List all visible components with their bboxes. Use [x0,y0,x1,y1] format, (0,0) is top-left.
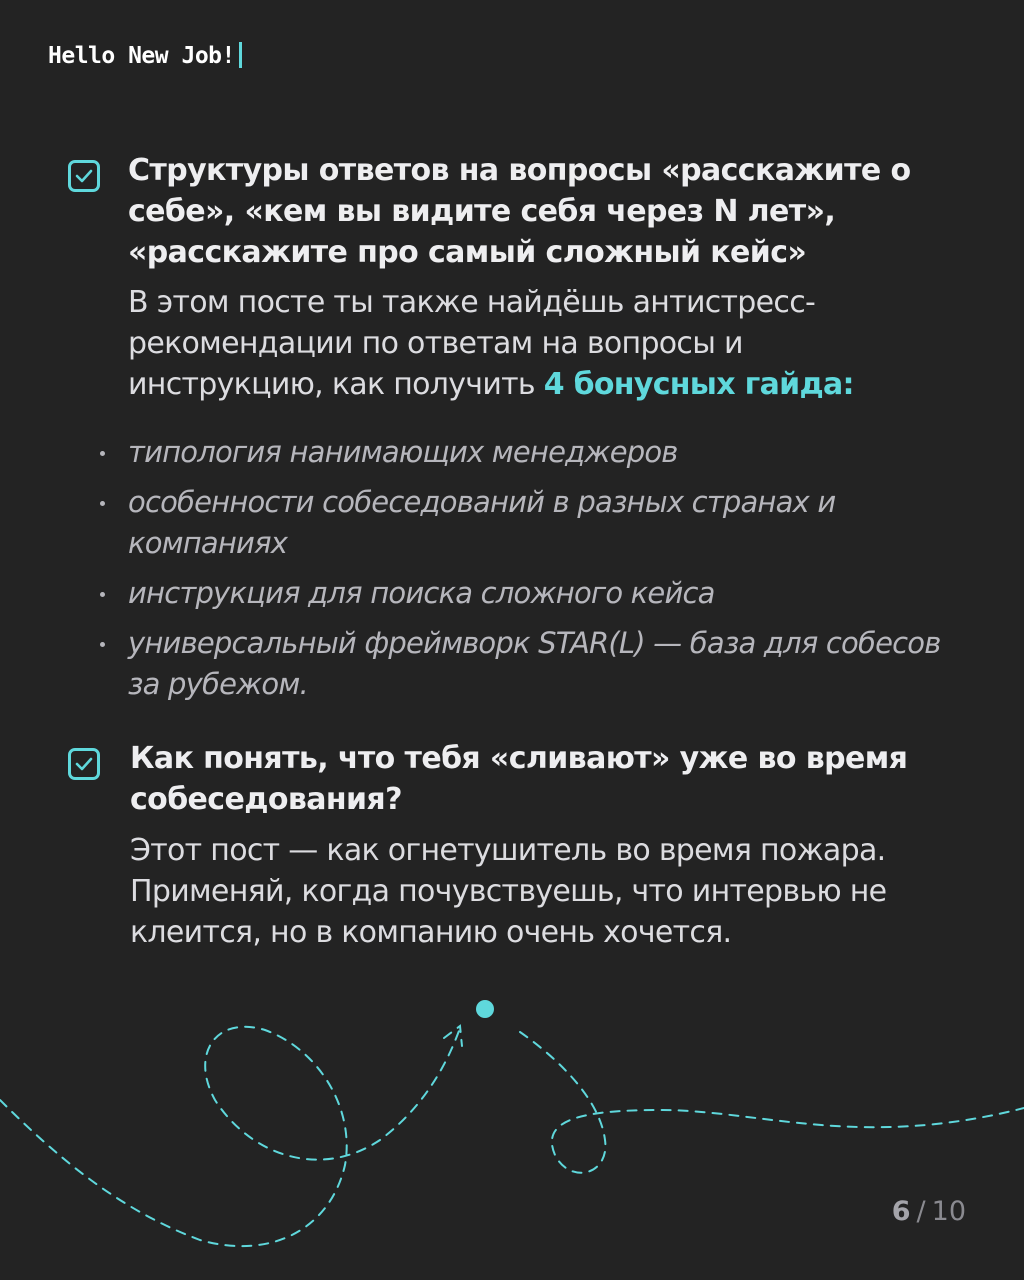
bonus-guides-list [96,432,956,714]
dot-icon [476,1000,494,1018]
description-text: В этом посте ты также найдёшь антистресс-рекомендации по ответам на вопросы и инструкцию, как получить [128,285,816,402]
list-item: типология нанимающих менеджеров [96,432,956,473]
bullet-icon [100,451,105,456]
checkbox-icon [68,748,100,780]
checkbox-icon [68,160,100,192]
page-separator: / [916,1196,926,1227]
dashed-path-decoration [0,990,1024,1280]
brand-name: Hello New Job! [48,43,235,69]
page-counter [892,1196,966,1227]
brand-logo [48,42,242,69]
list-item: особенности собеседований в разных странах и компаниях [96,482,956,564]
section-title-rejection-signs: Как понять, что тебя «сливают» уже во время собеседования? [130,741,908,817]
total-pages: 10 [931,1196,966,1227]
list-item: универсальный фреймворк STAR(L) — база для собесов за рубежом. [96,623,956,705]
section-title-answer-structures: Структуры ответов на вопросы «расскажите о себе», «кем вы видите себя через N лет», «расскажите про самый сложный кейс» [128,153,911,270]
bonus-guides-highlight: 4 бонусных гайда: [543,367,854,402]
bullet-icon [100,592,105,597]
bullet-icon [100,642,105,647]
section-description-rejection-signs: Этот пост — как огнетушитель во время пожара. Применяй, когда почувствуешь, что интервью не клеится, но в компанию очень хочется. [130,833,887,950]
bullet-icon [100,501,105,506]
text-cursor-icon [239,42,242,68]
section-description-answer-structures [128,282,928,405]
list-item: инструкция для поиска сложного кейса [96,573,956,614]
current-page: 6 [891,1196,911,1227]
